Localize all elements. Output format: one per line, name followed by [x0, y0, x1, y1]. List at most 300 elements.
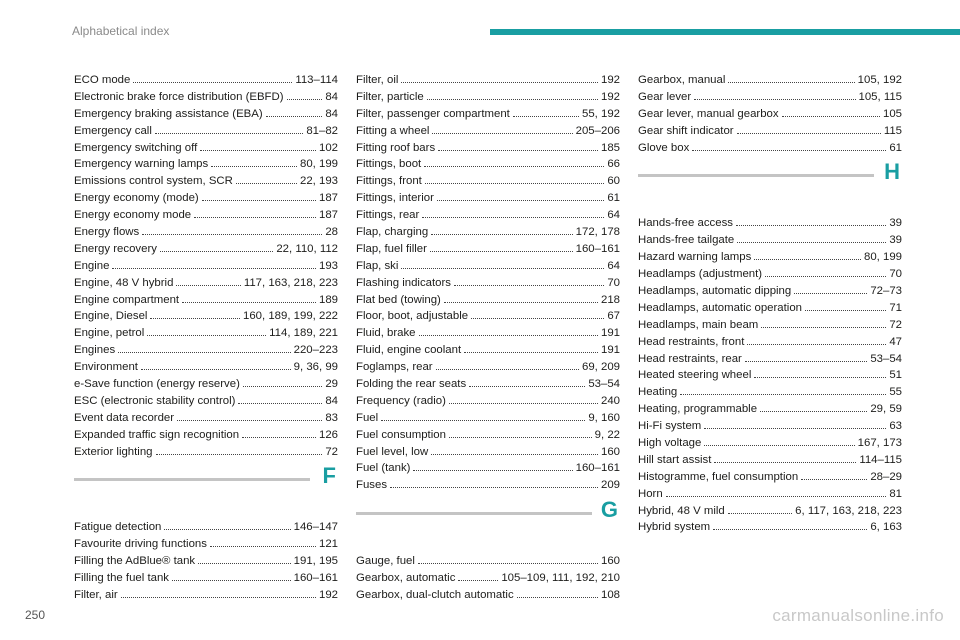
index-column-3 [638, 72, 902, 536]
dot-leader [112, 260, 316, 269]
index-entry [74, 207, 338, 224]
dot-leader [431, 445, 598, 454]
page-reference: 185 [600, 141, 620, 154]
index-entry [356, 224, 620, 241]
index-term: Filter, oil [356, 74, 399, 86]
dot-leader [381, 412, 585, 421]
index-entry [356, 376, 620, 393]
dot-leader [431, 226, 572, 235]
dot-leader [182, 293, 316, 302]
index-term: Filter, particle [356, 90, 424, 103]
index-term: Hybrid, 48 V mild [638, 504, 725, 517]
index-entry [74, 587, 338, 604]
index-entry [638, 106, 902, 123]
dot-leader [444, 293, 598, 302]
dot-leader [211, 158, 297, 167]
page-reference: 114–115 [859, 453, 902, 466]
index-entry [74, 89, 338, 106]
index-term: Flat bed (towing) [356, 293, 441, 306]
index-term: Fitting roof bars [356, 141, 436, 154]
page-reference: 61 [889, 141, 902, 154]
index-term: Frequency (radio) [356, 394, 446, 407]
page-reference: 105, 192 [857, 74, 902, 86]
index-entry [74, 410, 338, 427]
index-entry [74, 376, 338, 393]
page-reference: 29, 59 [870, 403, 902, 416]
page-reference: 81 [889, 487, 902, 500]
letter-heading-row [74, 463, 338, 519]
index-entry [356, 258, 620, 275]
page-reference: 28 [325, 226, 338, 239]
index-entry [638, 351, 902, 368]
index-term: Hill start assist [638, 453, 712, 466]
index-column-1 [74, 72, 338, 604]
index-term: Fittings, interior [356, 192, 434, 205]
index-entry [356, 292, 620, 309]
index-term: Filling the AdBlue® tank [74, 555, 196, 568]
letter-heading: F [322, 463, 336, 489]
dot-leader [692, 141, 886, 150]
index-term: Energy flows [74, 226, 140, 239]
letter-heading: H [884, 159, 900, 185]
dot-leader [513, 108, 579, 117]
page-reference: 64 [607, 209, 620, 222]
index-entry [638, 367, 902, 384]
index-entry [74, 190, 338, 207]
dot-leader [200, 141, 316, 150]
index-term: Filling the fuel tank [74, 572, 169, 585]
dot-leader [401, 74, 598, 83]
page-reference: 191 [600, 327, 620, 340]
page-reference: 84 [325, 394, 338, 407]
index-entry [638, 469, 902, 486]
index-entry [638, 72, 902, 89]
dot-leader [156, 445, 323, 454]
index-entry [74, 342, 338, 359]
dot-leader [805, 302, 886, 311]
page-reference: 6, 163 [870, 521, 902, 534]
index-term: Energy economy mode [74, 209, 192, 222]
index-entry [638, 519, 902, 536]
index-term: e-Save function (energy reserve) [74, 378, 240, 391]
page-reference: 55 [889, 386, 902, 399]
dot-leader [436, 361, 579, 370]
dot-leader [266, 108, 323, 117]
index-term: Hazard warning lamps [638, 251, 752, 264]
index-entry [74, 444, 338, 461]
dot-leader [160, 243, 273, 252]
index-entry [356, 106, 620, 123]
index-term: Fuel level, low [356, 445, 429, 458]
page-reference: 9, 22 [594, 428, 620, 441]
dot-leader [737, 124, 881, 133]
page-reference: 39 [889, 234, 902, 247]
page-reference: 69, 209 [581, 361, 620, 374]
dot-leader [401, 260, 604, 269]
dot-leader [413, 462, 572, 471]
dot-leader [121, 589, 316, 598]
page-reference: 102 [318, 141, 338, 154]
header-title: Alphabetical index [72, 24, 170, 38]
index-term: Engines [74, 344, 116, 357]
index-entry [74, 536, 338, 553]
index-entry [638, 249, 902, 266]
index-term: Gear shift indicator [638, 124, 734, 137]
page-reference: 105, 115 [858, 90, 902, 103]
page-reference: 205–206 [575, 124, 620, 137]
dot-leader [236, 175, 297, 184]
index-term: Hands-free access [638, 217, 733, 230]
page-reference: 191 [600, 344, 620, 357]
page-reference: 192 [600, 74, 620, 86]
index-term: Hi-Fi system [638, 420, 702, 433]
index-term: Head restraints, rear [638, 352, 742, 365]
index-entry [638, 232, 902, 249]
index-term: Fittings, front [356, 175, 422, 188]
dot-leader [198, 555, 291, 564]
dot-leader [704, 420, 886, 429]
dot-leader [728, 74, 854, 83]
page-reference: 84 [325, 90, 338, 103]
index-term: ECO mode [74, 74, 131, 86]
index-entry [638, 89, 902, 106]
index-term: Electronic brake force distribution (EBFD) [74, 90, 284, 103]
index-entry [356, 190, 620, 207]
index-term: Fuel [356, 411, 379, 424]
index-entry [356, 460, 620, 477]
index-term: Flashing indicators [356, 276, 451, 289]
index-term: Filter, passenger compartment [356, 107, 510, 120]
index-entry [356, 477, 620, 494]
dot-leader [760, 403, 867, 412]
index-entry [356, 342, 620, 359]
page-reference: 146–147 [293, 521, 338, 534]
index-term: Gear lever [638, 90, 692, 103]
page-reference: 191, 195 [293, 555, 338, 568]
page-reference: 218 [600, 293, 620, 306]
index-entry [74, 553, 338, 570]
index-entry [356, 123, 620, 140]
index-term: Filter, air [74, 589, 118, 602]
index-entry [356, 359, 620, 376]
index-term: Emergency warning lamps [74, 158, 209, 171]
dot-leader [424, 158, 604, 167]
index-term: Gearbox, dual-clutch automatic [356, 589, 514, 602]
header-accent-bar [490, 29, 960, 35]
index-term: Flap, fuel filler [356, 242, 427, 255]
page-reference: 115 [883, 124, 902, 137]
index-entry [356, 275, 620, 292]
page-reference: 160–161 [575, 242, 620, 255]
index-term: Fluid, engine coolant [356, 344, 462, 357]
index-entry [638, 486, 902, 503]
dot-leader [425, 175, 604, 184]
index-term: Heating, programmable [638, 403, 758, 416]
index-entry [356, 89, 620, 106]
index-entry [74, 519, 338, 536]
index-entry [356, 308, 620, 325]
index-entry [356, 587, 620, 604]
page-reference: 187 [318, 192, 338, 205]
index-entry [356, 207, 620, 224]
dot-leader [438, 141, 598, 150]
page-reference: 28–29 [870, 470, 902, 483]
page-reference: 22, 110, 112 [276, 242, 338, 255]
index-entry [74, 106, 338, 123]
page-reference: 9, 160 [588, 411, 620, 424]
dot-leader [243, 378, 322, 387]
page-reference: 39 [889, 217, 902, 230]
page-reference: 192 [600, 90, 620, 103]
index-entry [638, 283, 902, 300]
index-term: Favourite driving functions [74, 538, 207, 551]
page-reference: 105–109, 111, 192, 210 [501, 572, 620, 585]
index-term: High voltage [638, 437, 702, 450]
index-section [356, 72, 620, 494]
index-term: Head restraints, front [638, 335, 745, 348]
index-entry [638, 317, 902, 334]
index-section [74, 72, 338, 460]
index-entry [74, 156, 338, 173]
index-term: Glove box [638, 141, 690, 154]
index-entry [638, 435, 902, 452]
index-entry [356, 241, 620, 258]
index-term: Gear lever, manual gearbox [638, 107, 779, 120]
page-reference: 47 [889, 335, 902, 348]
page-reference: 160–161 [293, 572, 338, 585]
dot-leader [754, 369, 886, 378]
index-term: Fittings, boot [356, 158, 422, 171]
index-entry [74, 292, 338, 309]
dot-leader [142, 226, 322, 235]
page-reference: 72–73 [870, 285, 902, 298]
index-entry [638, 452, 902, 469]
index-entry [356, 72, 620, 89]
dot-leader [390, 479, 598, 488]
page-reference: 6, 117, 163, 218, 223 [795, 504, 902, 517]
index-entry [74, 224, 338, 241]
dot-leader [210, 538, 316, 547]
index-term: Fittings, rear [356, 209, 420, 222]
index-term: Exterior lighting [74, 445, 153, 458]
dot-leader [172, 572, 291, 581]
index-column-2 [356, 72, 620, 604]
page-reference: 114, 189, 221 [269, 327, 338, 340]
index-term: Hands-free tailgate [638, 234, 735, 247]
index-term: Headlamps (adjustment) [638, 268, 763, 281]
page-reference: 209 [600, 479, 620, 492]
index-term: Engine [74, 259, 110, 272]
page-reference: 63 [889, 420, 902, 433]
index-term: Expanded traffic sign recognition [74, 428, 240, 441]
index-entry [356, 140, 620, 157]
dot-leader [177, 412, 322, 421]
dot-leader [794, 285, 867, 294]
index-entry [356, 393, 620, 410]
dot-leader [449, 395, 598, 404]
index-entry [356, 173, 620, 190]
page-reference: 105 [882, 107, 902, 120]
index-term: Energy recovery [74, 242, 157, 255]
dot-leader [118, 344, 290, 353]
page-reference: 108 [600, 589, 620, 602]
letter-section [356, 497, 620, 604]
index-term: Gearbox, automatic [356, 572, 456, 585]
index-entry [356, 410, 620, 427]
dot-leader [454, 276, 604, 285]
dot-leader [666, 488, 887, 497]
index-term: Emergency braking assistance (EBA) [74, 107, 263, 120]
dot-leader [464, 344, 598, 353]
letter-heading-row [356, 497, 620, 553]
dot-leader [242, 429, 316, 438]
index-term: Histogramme, fuel consumption [638, 470, 799, 483]
dot-leader [680, 386, 886, 395]
page-reference: 240 [600, 394, 620, 407]
letter-heading: G [600, 497, 618, 523]
dot-leader [458, 572, 498, 581]
page-reference: 81–82 [306, 124, 338, 137]
page-reference: 70 [889, 268, 902, 281]
index-term: Fuel consumption [356, 428, 446, 441]
dot-leader [202, 192, 316, 201]
index-entry [638, 300, 902, 317]
dot-leader [736, 217, 886, 226]
letter-section [74, 463, 338, 603]
dot-leader [761, 319, 886, 328]
dot-leader [517, 589, 598, 598]
index-entry [638, 266, 902, 283]
page-reference: 84 [325, 107, 338, 120]
index-section [638, 72, 902, 156]
index-entry [74, 308, 338, 325]
page-reference: 167, 173 [857, 437, 902, 450]
page-reference: 70 [607, 276, 620, 289]
page-reference: 72 [889, 318, 902, 331]
dot-leader [694, 91, 855, 100]
page-reference: 187 [318, 209, 338, 222]
page-reference: 189 [318, 293, 338, 306]
page-reference: 160–161 [575, 462, 620, 475]
index-term: Engine compartment [74, 293, 180, 306]
index-entry [638, 215, 902, 232]
index-term: Headlamps, main beam [638, 318, 759, 331]
dot-leader [164, 521, 290, 530]
page-reference: 83 [325, 411, 338, 424]
page-reference: 53–54 [870, 352, 902, 365]
index-term: Fluid, brake [356, 327, 416, 340]
dot-leader [430, 243, 573, 252]
index-entry [356, 553, 620, 570]
index-entry [638, 503, 902, 520]
page-reference: 172, 178 [575, 226, 620, 239]
index-entry [74, 570, 338, 587]
page-reference: 192 [318, 589, 338, 602]
index-term: Engine, petrol [74, 327, 145, 340]
index-term: Engine, 48 V hybrid [74, 276, 174, 289]
dot-leader [432, 124, 572, 133]
index-term: Fatigue detection [74, 521, 162, 534]
index-term: Energy economy (mode) [74, 192, 199, 205]
index-term: Engine, Diesel [74, 310, 148, 323]
page-reference: 60 [607, 175, 620, 188]
page-reference: 72 [325, 445, 338, 458]
page-reference: 160 [600, 445, 620, 458]
index-term: Heated steering wheel [638, 369, 752, 382]
dot-leader [147, 327, 266, 336]
dot-leader [737, 234, 886, 243]
dot-leader [155, 124, 303, 133]
watermark: carmanualsonline.info [772, 606, 944, 625]
page-reference: 80, 199 [299, 158, 338, 171]
index-entry [356, 570, 620, 587]
page-reference: 66 [607, 158, 620, 171]
dot-leader [745, 352, 867, 361]
dot-leader [714, 454, 856, 463]
index-entry [356, 325, 620, 342]
dot-leader [133, 74, 292, 83]
index-entry [356, 444, 620, 461]
index-term: Folding the rear seats [356, 378, 467, 391]
index-term: Foglamps, rear [356, 361, 433, 374]
dot-leader [713, 521, 867, 530]
index-entry [638, 384, 902, 401]
index-entry [638, 418, 902, 435]
page-reference: 51 [889, 369, 902, 382]
index-entry [74, 393, 338, 410]
letter-heading-row [638, 159, 902, 215]
index-term: Hybrid system [638, 521, 711, 534]
dot-leader [704, 437, 854, 446]
page-reference: 117, 163, 218, 223 [243, 276, 338, 289]
index-term: Horn [638, 487, 663, 500]
index-term: Flap, ski [356, 259, 399, 272]
dot-leader [449, 429, 592, 438]
page-number: 250 [25, 608, 46, 622]
index-term: Gearbox, manual [638, 74, 726, 86]
index-term: Gauge, fuel [356, 555, 415, 568]
index-term: Environment [74, 361, 138, 374]
dot-leader [747, 335, 886, 344]
index-entry [74, 427, 338, 444]
page-reference: 80, 199 [863, 251, 902, 264]
index-entry [356, 156, 620, 173]
index-entry [74, 72, 338, 89]
page-reference: 193 [318, 259, 338, 272]
page-reference: 9, 36, 99 [293, 361, 338, 374]
page-reference: 64 [607, 259, 620, 272]
index-entry [638, 123, 902, 140]
page-reference: 126 [318, 428, 338, 441]
dot-leader [141, 361, 291, 370]
page-reference: 53–54 [588, 378, 620, 391]
index-term: Fuel (tank) [356, 462, 411, 475]
dot-leader [754, 251, 861, 260]
index-entry [74, 140, 338, 157]
index-term: Emergency switching off [74, 141, 198, 154]
page-reference: 29 [325, 378, 338, 391]
page-reference: 113–114 [295, 74, 338, 86]
index-term: Floor, boot, adjustable [356, 310, 469, 323]
index-term: Flap, charging [356, 226, 429, 239]
index-term: Headlamps, automatic dipping [638, 285, 792, 298]
index-entry [356, 427, 620, 444]
dot-leader [418, 555, 598, 564]
index-entry [74, 123, 338, 140]
index-term: Emergency call [74, 124, 152, 137]
dot-leader [782, 108, 880, 117]
dot-leader [471, 310, 604, 319]
